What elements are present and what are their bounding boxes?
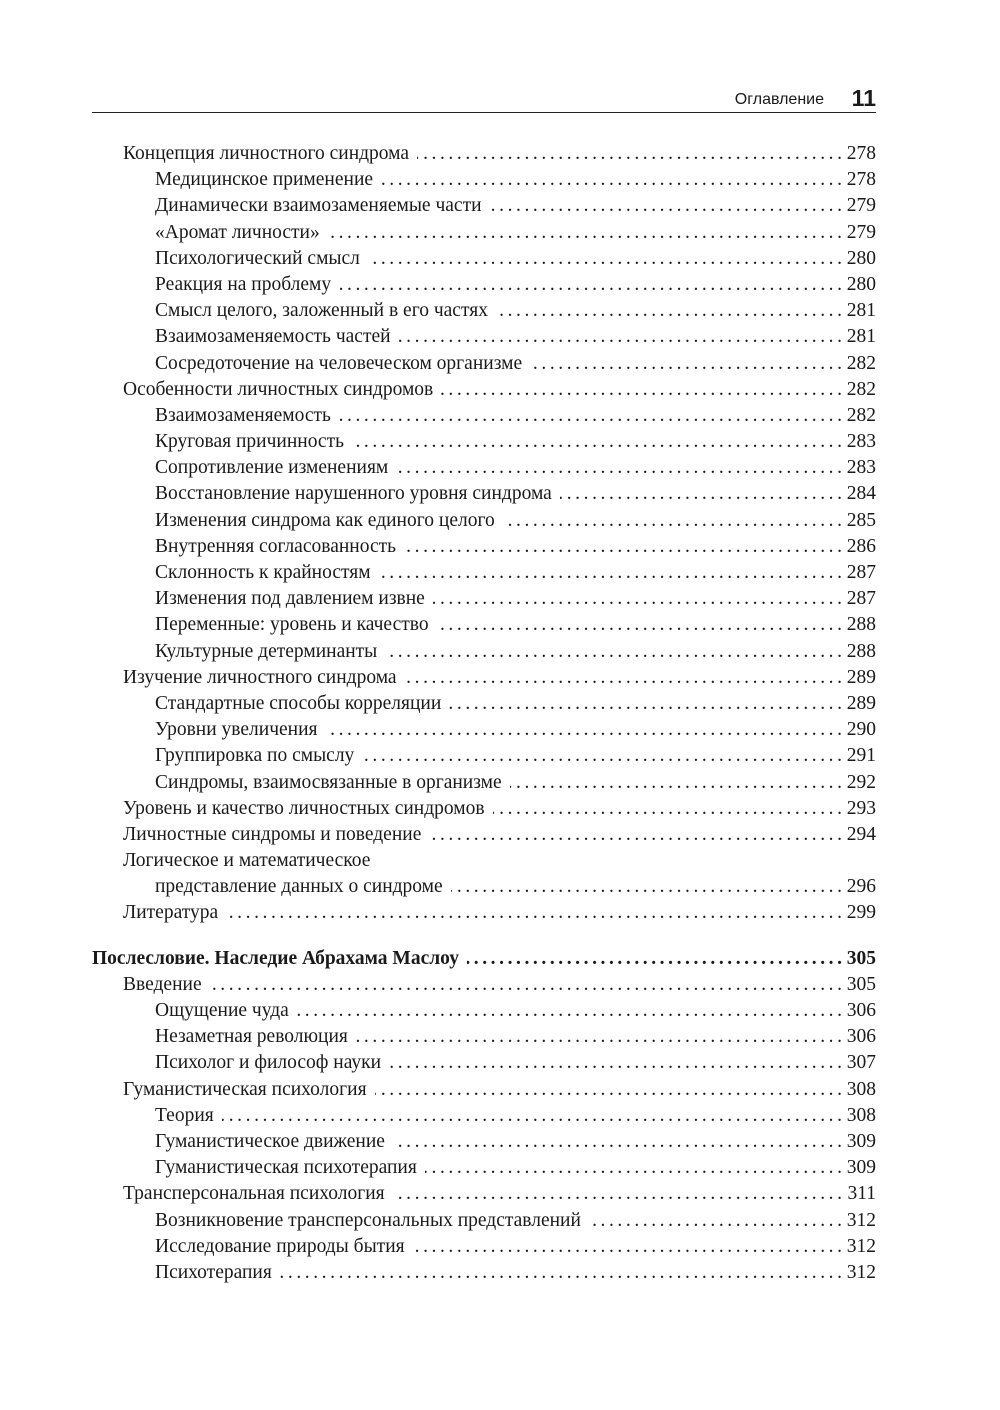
dot-leader (226, 900, 842, 926)
dot-leader (503, 508, 842, 534)
toc-entry-title: Культурные детерминанты (155, 640, 378, 662)
dot-leader (405, 665, 842, 691)
toc-entry-title: Литература (123, 902, 219, 924)
toc-entry-page: 289 (846, 666, 876, 688)
dot-leader (493, 796, 842, 822)
toc-entry (92, 246, 876, 272)
dot-leader (385, 639, 842, 665)
toc-entry-page: 279 (846, 195, 876, 217)
toc-entry (92, 481, 876, 507)
dot-leader (222, 1103, 842, 1129)
toc-entry-page: 305 (846, 947, 876, 969)
toc-entry-title: Сопротивление изменениям (155, 457, 389, 479)
toc-entry-page: 290 (846, 719, 876, 741)
toc-entry-page: 281 (846, 326, 876, 348)
toc-entry-title: Взаимозаменяемость частей (155, 326, 391, 348)
toc-entry (92, 972, 876, 998)
toc-entry (92, 900, 876, 926)
dot-leader (451, 874, 842, 900)
toc-entry-title: Уровни увеличения (155, 719, 318, 741)
toc-entry-page: 306 (846, 1026, 876, 1048)
toc-entry-title: Послесловие. Наследие Абрахама Маслоу (92, 947, 459, 969)
toc-entry-page: 282 (846, 378, 876, 400)
toc-entry-page: 292 (846, 771, 876, 793)
toc-entry-title: Динамически взаимозаменяемые части (155, 195, 482, 217)
toc-entry-title: Психолог и философ науки (155, 1052, 382, 1074)
toc-entry-page: 308 (846, 1078, 876, 1100)
toc-entry (92, 193, 876, 219)
toc-entry-title: Личностные синдромы и поведение (123, 823, 422, 845)
toc-entry-page: 307 (846, 1052, 876, 1074)
page-number: 11 (851, 85, 876, 111)
toc-entry-page: 280 (846, 273, 876, 295)
toc-entry-title: Концепция личностного синдрома (123, 143, 410, 164)
toc-entry-title: Стандартные способы корреляции (155, 692, 442, 714)
toc-entry-title: Медицинское применение (155, 169, 374, 191)
toc-entry (92, 586, 876, 612)
table-of-contents (92, 141, 876, 1286)
toc-entry-page: 279 (846, 221, 876, 243)
toc-entry (92, 1181, 876, 1207)
toc-entry (92, 1103, 876, 1129)
dot-leader (467, 946, 842, 972)
toc-entry-title: Внутренняя согласованность (155, 535, 397, 557)
toc-entry (92, 455, 876, 481)
toc-entry (92, 1208, 876, 1234)
toc-entry-title: Уровень и качество личностных синдромов (123, 797, 485, 819)
dot-leader (362, 743, 842, 769)
dot-leader (425, 1155, 842, 1181)
dot-leader (496, 298, 842, 324)
dot-leader (328, 220, 842, 246)
toc-entry-title: Изучение личностного синдрома (123, 666, 397, 688)
toc-entry-title: Синдромы, взаимосвязанные в организме (155, 771, 502, 793)
toc-entry-title: Склонность к крайностям (155, 562, 371, 583)
dot-leader (413, 1234, 842, 1260)
toc-entry-page: 299 (846, 902, 876, 924)
toc-entry-page: 312 (846, 1261, 876, 1283)
dot-leader (389, 1050, 842, 1076)
dot-leader (449, 691, 842, 717)
toc-entry (92, 377, 876, 403)
toc-entry-page: 312 (846, 1209, 876, 1231)
toc-entry-title: Исследование природы бытия (155, 1235, 405, 1257)
toc-entry-page: 309 (846, 1130, 876, 1152)
toc-entry-page: 289 (846, 692, 876, 714)
toc-entry (92, 560, 876, 586)
dot-leader (399, 324, 842, 350)
dot-leader (339, 403, 842, 429)
toc-entry-page: 278 (846, 143, 876, 164)
dot-leader (433, 586, 842, 612)
toc-entry-page: 288 (846, 614, 876, 636)
toc-entry-title: Трансперсональная психология (123, 1183, 385, 1205)
toc-entry-title: «Аромат личности» (155, 221, 320, 243)
toc-entry-title: Изменения под давлением извне (155, 588, 425, 610)
dot-leader (210, 972, 842, 998)
toc-entry-page: 287 (846, 562, 876, 583)
toc-entry (92, 665, 876, 691)
toc-entry (92, 324, 876, 350)
toc-entry-title: Гуманистическое движение (155, 1130, 385, 1152)
toc-entry (92, 639, 876, 665)
toc-entry (92, 1234, 876, 1260)
toc-entry (92, 1260, 876, 1286)
toc-entry (92, 1024, 876, 1050)
toc-entry-page: 283 (846, 457, 876, 479)
toc-entry-page: 294 (846, 823, 876, 845)
toc-entry-page: 281 (846, 300, 876, 322)
toc-entry (92, 874, 876, 900)
dot-leader (339, 272, 842, 298)
dot-leader (510, 770, 842, 796)
toc-entry-page: 296 (846, 876, 876, 898)
toc-entry (92, 612, 876, 638)
toc-entry-title: Незаметная революция (155, 1026, 348, 1048)
toc-entry-page: 312 (846, 1235, 876, 1257)
toc-entry (92, 508, 876, 534)
toc-entry-title: Смысл целого, заложенный в его частях (155, 300, 488, 322)
toc-entry (92, 848, 876, 874)
toc-entry-title: Теория (155, 1104, 214, 1126)
toc-entry-page: 278 (846, 169, 876, 191)
dot-leader (297, 998, 842, 1024)
dot-leader (396, 455, 842, 481)
toc-entry-title: Особенности личностных синдромов (123, 378, 434, 400)
toc-entry (92, 691, 876, 717)
toc-entry-title: Сосредоточение на человеческом организме (155, 352, 523, 374)
dot-leader (441, 377, 842, 403)
toc-entry-title: Психологический смысл (155, 247, 360, 269)
toc-entry-title: представление данных о синдроме (155, 876, 443, 898)
toc-entry-title: Гуманистическая психология (123, 1078, 367, 1100)
toc-entry-page: 293 (846, 797, 876, 819)
toc-entry-page: 285 (846, 509, 876, 531)
running-header (92, 84, 876, 113)
toc-entry-page: 286 (846, 535, 876, 557)
dot-leader (393, 1129, 842, 1155)
toc-entry-page: 287 (846, 588, 876, 610)
toc-entry-page: 308 (846, 1104, 876, 1126)
toc-entry-title: Переменные: уровень и качество (155, 614, 429, 636)
toc-entry (92, 1155, 876, 1181)
dot-leader (429, 822, 842, 848)
dot-leader (368, 246, 842, 272)
dot-leader (560, 481, 842, 507)
toc-entry (92, 1129, 876, 1155)
toc-entry (92, 770, 876, 796)
toc-entry-title: Логическое и математическое (123, 850, 371, 872)
dot-leader (589, 1208, 842, 1234)
dot-leader (404, 534, 842, 560)
dot-leader (356, 1024, 842, 1050)
toc-entry-page: 288 (846, 640, 876, 662)
toc-entry (92, 403, 876, 429)
toc-entry-page: 282 (846, 352, 876, 374)
toc-entry-title: Психотерапия (155, 1261, 272, 1283)
toc-entry-page: 284 (846, 483, 876, 505)
toc-entry-title: Ощущение чуда (155, 1000, 289, 1021)
toc-entry (92, 220, 876, 246)
toc-entry-page: 291 (846, 745, 876, 767)
toc-entry (92, 998, 876, 1024)
toc-entry-title: Изменения синдрома как единого целого (155, 509, 495, 531)
toc-chapter-entry (92, 946, 876, 972)
dot-leader (352, 429, 842, 455)
toc-entry (92, 167, 876, 193)
dot-leader (417, 141, 842, 167)
dot-leader (375, 1077, 842, 1103)
toc-entry (92, 743, 876, 769)
toc-entry-title: Круговая причинность (155, 431, 345, 453)
toc-entry-title: Восстановление нарушенного уровня синдрома (155, 483, 552, 505)
running-header-title: Оглавление (734, 91, 824, 108)
dot-leader (326, 717, 842, 743)
toc-entry (92, 298, 876, 324)
dot-leader (280, 1260, 842, 1286)
dot-leader (490, 193, 842, 219)
toc-entry-page: 311 (847, 1183, 876, 1205)
toc-entry (92, 534, 876, 560)
dot-leader (530, 351, 842, 377)
toc-entry (92, 1050, 876, 1076)
toc-entry (92, 272, 876, 298)
toc-entry (92, 141, 876, 167)
toc-entry-title: Группировка по смыслу (155, 745, 355, 767)
dot-leader (393, 1181, 842, 1207)
toc-entry-title: Введение (123, 973, 202, 995)
toc-entry (92, 351, 876, 377)
toc-entry-page: 283 (846, 431, 876, 453)
toc-entry-page: 280 (846, 247, 876, 269)
toc-entry-title: Реакция на проблему (155, 273, 332, 295)
toc-entry-title: Гуманистическая психотерапия (155, 1157, 417, 1179)
dot-leader (379, 560, 842, 586)
toc-entry (92, 717, 876, 743)
toc-entry (92, 1077, 876, 1103)
toc-entry (92, 796, 876, 822)
toc-entry-title: Возникновение трансперсональных представлений (155, 1209, 581, 1231)
dot-leader (381, 167, 842, 193)
toc-entry-page: 306 (846, 1000, 876, 1021)
toc-entry-page: 309 (846, 1157, 876, 1179)
dot-leader (437, 612, 842, 638)
toc-entry (92, 429, 876, 455)
toc-entry (92, 822, 876, 848)
toc-entry-page: 305 (846, 973, 876, 995)
toc-entry-page: 282 (846, 404, 876, 426)
toc-entry-title: Взаимозаменяемость (155, 404, 331, 426)
